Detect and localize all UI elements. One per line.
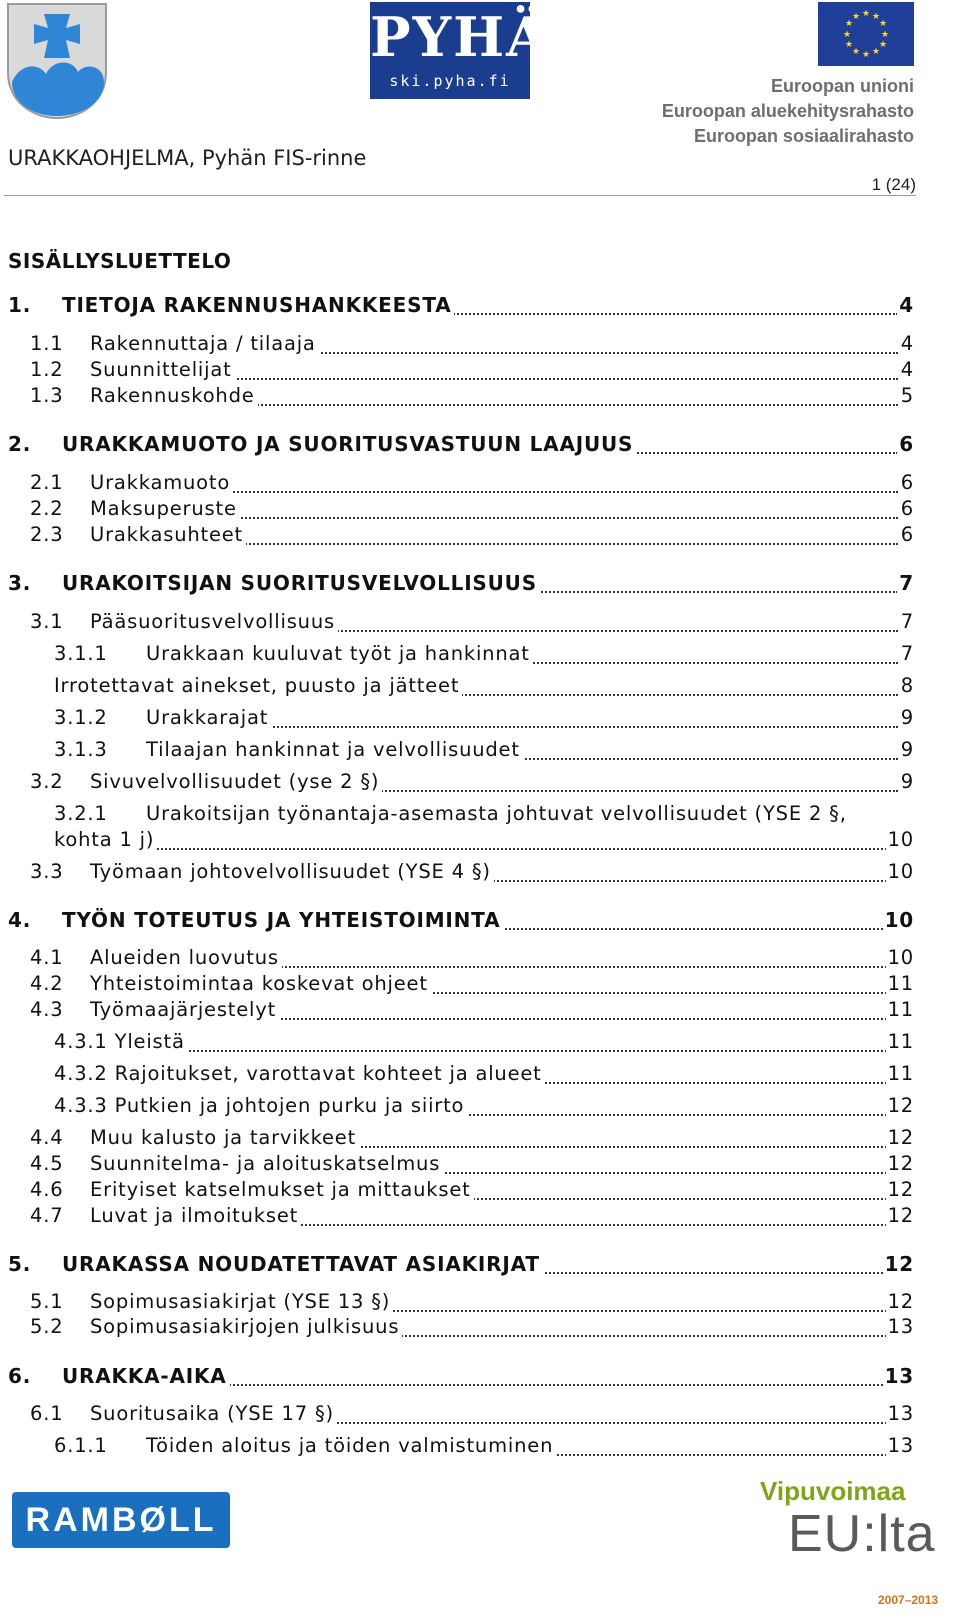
svg-text:★: ★: [842, 30, 852, 40]
svg-text:★: ★: [861, 50, 871, 60]
eu-line: Euroopan unioni: [771, 76, 914, 96]
toc-entry-page: 11: [887, 1030, 914, 1053]
toc-entry-number: 4.7: [30, 1204, 64, 1227]
svg-text:★: ★: [844, 19, 854, 29]
toc-entry-number: 5.2: [30, 1315, 64, 1338]
document-title: URAKKAOHJELMA, Pyhän FIS-rinne: [8, 146, 367, 170]
municipality-crest-logo: [6, 2, 108, 120]
toc-entry-title: 4.3.2 Rajoitukset, varottavat kohteet ja alueet: [54, 1062, 545, 1085]
toc-entry-number: 3.2: [30, 770, 64, 793]
toc-entry-number: 2.2: [30, 497, 64, 520]
toc-entry-page: 10: [887, 828, 914, 851]
eu-lta-text: EU:lta: [788, 1505, 936, 1563]
toc-entry-page: 12: [887, 1290, 914, 1313]
eu-flag-icon: [818, 2, 914, 66]
toc-entry-page: 9: [900, 706, 914, 729]
toc-entry-title: Urakkaan kuuluvat työt ja hankinnat: [146, 642, 533, 665]
toc-entry-page: 6: [900, 497, 914, 520]
toc-entry-number: 1.: [8, 293, 32, 317]
toc-entry-title-continued: kohta 1 j): [54, 828, 157, 851]
toc-entry-title: Alueiden luovutus: [90, 946, 282, 969]
toc-entry-page: 12: [887, 1126, 914, 1149]
toc-entry-title: Luvat ja ilmoitukset: [90, 1204, 301, 1227]
toc-entry-number: 3.2.1: [54, 802, 108, 825]
toc-entry-page: 13: [887, 1402, 914, 1425]
toc-entry-page: 4: [900, 358, 914, 381]
toc-heading: SISÄLLYSLUETTELO: [8, 249, 232, 273]
toc-entry-number: 4.6: [30, 1178, 64, 1201]
eu-line: Euroopan aluekehitysrahasto: [661, 101, 914, 121]
toc-entry-page: 12: [887, 1152, 914, 1175]
toc-entry-number: 2.: [8, 432, 32, 456]
toc-entry-number: 2.1: [30, 471, 64, 494]
toc-entry-page: 13: [884, 1364, 914, 1388]
toc-entry-number: 5.: [8, 1252, 32, 1276]
toc-entry-number: 1.3: [30, 384, 64, 407]
toc-entry-number: 4.2: [30, 972, 64, 995]
toc-entry-title: Maksuperuste: [90, 497, 240, 520]
toc-entry-page: 7: [899, 571, 914, 595]
toc-entry-number: 4.3: [30, 998, 64, 1021]
toc-entry-page: 7: [900, 610, 914, 633]
toc-entry-title: Pääsuoritusvelvollisuus: [90, 610, 338, 633]
vipuvoimaa-eu-logo: [760, 1476, 950, 1620]
toc-entry-title: TYÖN TOTEUTUS JA YHTEISTOIMINTA: [62, 908, 503, 932]
toc-entry-number: 1.1: [30, 332, 64, 355]
toc-entry-title: Työmaan johtovelvollisuudet (YSE 4 §): [90, 860, 494, 883]
toc-entry-page: 8: [900, 674, 914, 697]
svg-text:★: ★: [871, 12, 881, 22]
svg-text:★: ★: [878, 19, 888, 29]
ramboll-logo: RAMBØLL: [12, 1492, 230, 1548]
toc-entry-page: 13: [887, 1315, 914, 1338]
eu-line: Euroopan sosiaalirahasto: [693, 126, 914, 146]
toc-entry-title: Urakkasuhteet: [90, 523, 246, 546]
toc-entry-title: Urakoitsijan työnantaja-asemasta johtuvat velvollisuudet (YSE 2 §,: [146, 802, 847, 825]
toc-entry-page: 11: [887, 972, 914, 995]
toc-entry-page: 11: [887, 998, 914, 1021]
svg-text:★: ★: [851, 47, 861, 57]
svg-text:★: ★: [861, 9, 871, 19]
toc-entry-title: Suunnitelma- ja aloituskatselmus: [90, 1152, 443, 1175]
svg-text:★: ★: [880, 30, 890, 40]
toc-entry-number: 3.1.2: [54, 706, 108, 729]
vipuvoimaa-years: 2007–2013: [878, 1593, 939, 1607]
toc-entry-title: TIETOJA RAKENNUSHANKKEESTA: [62, 293, 454, 317]
toc-entry-number: 1.2: [30, 358, 64, 381]
svg-text:★: ★: [844, 40, 854, 50]
pyha-ski-logo: [370, 2, 551, 99]
toc-entry-title: Erityiset katselmukset ja mittaukset: [90, 1178, 474, 1201]
toc-entry-title: Sivuvelvollisuudet (yse 2 §): [90, 770, 382, 793]
toc-entry-title: Työmaajärjestelyt: [90, 998, 279, 1021]
toc-entry-number: 4.1: [30, 946, 64, 969]
toc-entry-number: 4.4: [30, 1126, 64, 1149]
vipuvoimaa-text: Vipuvoimaa: [760, 1476, 906, 1506]
toc-entry-title: Urakkarajat: [146, 706, 271, 729]
toc-dot-leader: [54, 848, 898, 850]
toc-entry-title: Irrotettavat ainekset, puusto ja jätteet: [54, 674, 462, 697]
toc-entry-page: 10: [884, 908, 914, 932]
toc-entry-title: Rakennuttaja / tilaaja: [90, 332, 319, 355]
toc-entry-title: 4.3.1 Yleistä: [54, 1030, 188, 1053]
toc-entry-page: 5: [900, 384, 914, 407]
toc-entry-number: 3.1: [30, 610, 64, 633]
toc-entry-page: 11: [887, 1062, 914, 1085]
toc-entry-number: 3.1.1: [54, 642, 108, 665]
toc-entry-page: 13: [887, 1434, 914, 1457]
svg-text:★: ★: [878, 40, 888, 50]
toc-entry-number: 4.5: [30, 1152, 64, 1175]
header-divider: [4, 195, 916, 196]
toc-entry-title: URAKKAMUOTO JA SUORITUSVASTUUN LAAJUUS: [62, 432, 636, 456]
toc-entry-page: 6: [899, 432, 914, 456]
toc-entry-number: 6.1: [30, 1402, 64, 1425]
pyha-logo-url: ski.pyha.fi: [389, 72, 511, 90]
toc-entry-page: 12: [887, 1178, 914, 1201]
toc-entry-title: Tilaajan hankinnat ja velvollisuudet: [146, 738, 523, 761]
toc-entry-page: 9: [900, 738, 914, 761]
toc-entry-title: Muu kalusto ja tarvikkeet: [90, 1126, 359, 1149]
toc-entry-title: URAKOITSIJAN SUORITUSVELVOLLISUUS: [62, 571, 540, 595]
toc-entry-number: 3.1.3: [54, 738, 108, 761]
toc-entry-page: 6: [900, 523, 914, 546]
toc-entry-page: 9: [900, 770, 914, 793]
toc-entry-page: 12: [887, 1204, 914, 1227]
eu-funding-text: [662, 74, 914, 149]
toc-entry-number: 4.: [8, 908, 32, 932]
toc-entry-page: 4: [899, 293, 914, 317]
toc-entry-title: Sopimusasiakirjat (YSE 13 §): [90, 1290, 393, 1313]
toc-entry-title: URAKASSA NOUDATETTAVAT ASIAKIRJAT: [62, 1252, 543, 1276]
svg-text:★: ★: [851, 12, 861, 22]
toc-entry-title: Rakennuskohde: [90, 384, 258, 407]
toc-entry-page: 4: [900, 332, 914, 355]
page-number: 1 (24): [871, 175, 916, 194]
toc-entry-page: 7: [900, 642, 914, 665]
toc-entry-title: 4.3.3 Putkien ja johtojen purku ja siirto: [54, 1094, 467, 1117]
pyha-logo-wordmark: PYHÄ: [370, 5, 551, 69]
toc-entry-title: Töiden aloitus ja töiden valmistuminen: [146, 1434, 556, 1457]
toc-entry-title: Sopimusasiakirjojen julkisuus: [90, 1315, 402, 1338]
toc-entry-title: URAKKA-AIKA: [62, 1364, 230, 1388]
toc-entry-page: 6: [900, 471, 914, 494]
toc-entry-page: 12: [887, 1094, 914, 1117]
toc-entry-number: 2.3: [30, 523, 64, 546]
toc-entry-page: 12: [884, 1252, 914, 1276]
toc-entry-title: Suunnittelijat: [90, 358, 235, 381]
toc-entry-page: 10: [887, 860, 914, 883]
toc-entry-number: 6.1.1: [54, 1434, 108, 1457]
toc-entry-page: 10: [887, 946, 914, 969]
toc-entry-title: Suoritusaika (YSE 17 §): [90, 1402, 337, 1425]
toc-entry-number: 5.1: [30, 1290, 64, 1313]
svg-text:★: ★: [871, 47, 881, 57]
toc-entry-number: 6.: [8, 1364, 32, 1388]
toc-entry-title: Yhteistoimintaa koskevat ohjeet: [90, 972, 431, 995]
toc-entry-number: 3.3: [30, 860, 64, 883]
toc-entry-title: Urakkamuoto: [90, 471, 233, 494]
toc-entry-number: 3.: [8, 571, 32, 595]
